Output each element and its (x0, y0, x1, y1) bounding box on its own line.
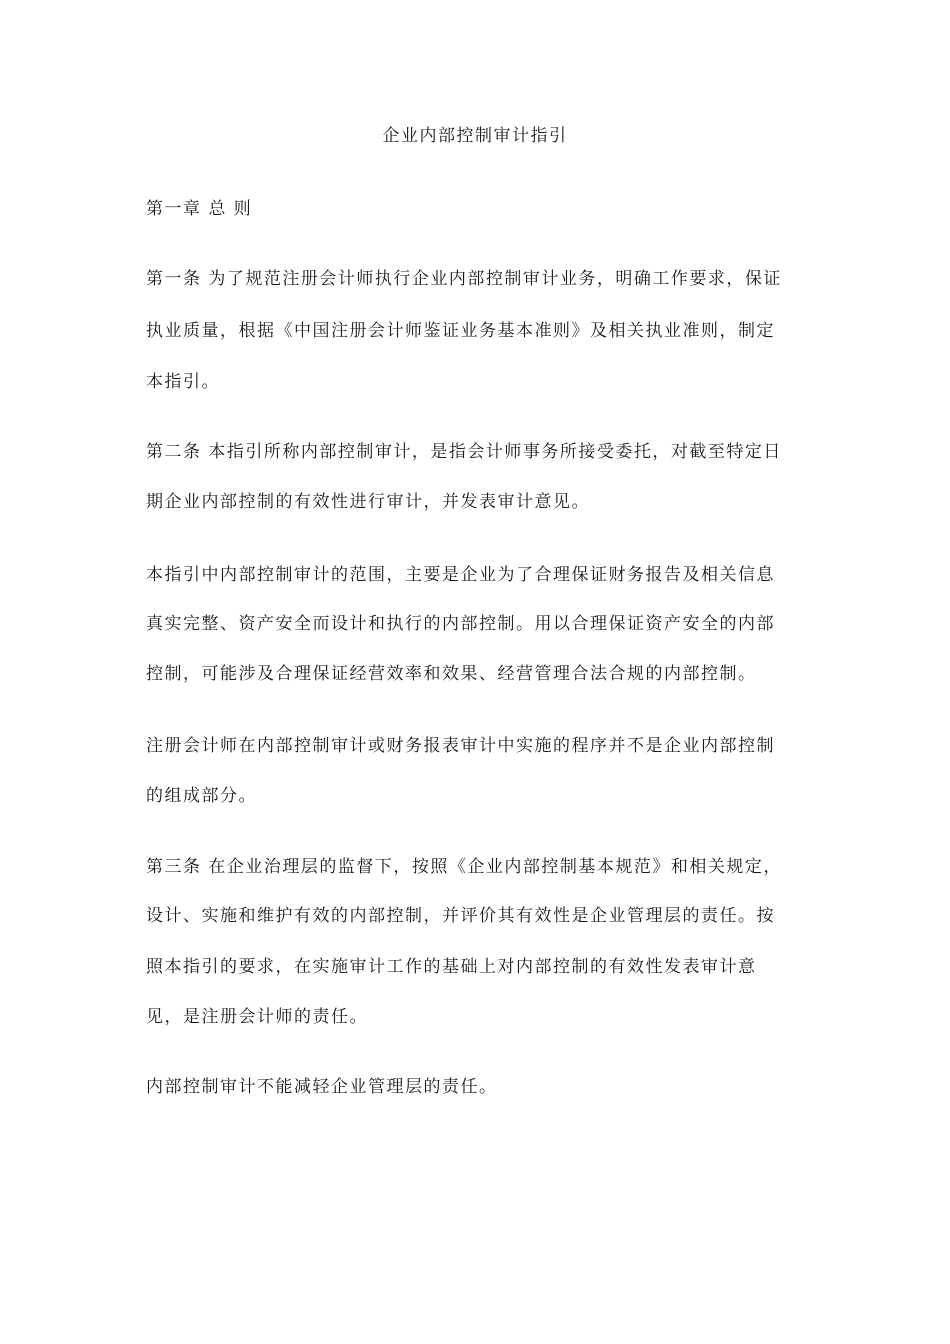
article-3-line: 照本指引的要求，在实施审计工作的基础上对内部控制的有效性发表审计意 (146, 957, 757, 977)
procedures-line: 的组成部分。 (146, 786, 257, 806)
article-1-line: 第一条 为了规范注册会计师执行企业内部控制审计业务，明确工作要求，保证 (146, 269, 782, 289)
scope-line: 真实完整、资产安全而设计和执行的内部控制。用以合理保证资产安全的内部 (146, 614, 775, 634)
document-title: 企业内部控制审计指引 (382, 126, 568, 146)
article-2-line: 第二条 本指引所称内部控制审计，是指会计师事务所接受委托，对截至特定日 (146, 442, 782, 462)
chapter-heading: 第一章 总 则 (146, 199, 253, 219)
scope-line: 控制，可能涉及合理保证经营效率和效果、经营管理合法合规的内部控制。 (146, 664, 757, 684)
article-3-line: 见，是注册会计师的责任。 (146, 1007, 368, 1027)
article-1-line: 本指引。 (146, 372, 220, 392)
article-3-line: 第三条 在企业治理层的监督下，按照《企业内部控制基本规范》和相关规定， (146, 857, 782, 877)
article-2-line: 期企业内部控制的有效性进行审计，并发表审计意见。 (146, 492, 590, 512)
scope-line: 本指引中内部控制审计的范围，主要是企业为了合理保证财务报告及相关信息 (146, 565, 775, 585)
procedures-line: 注册会计师在内部控制审计或财务报表审计中实施的程序并不是企业内部控制 (146, 736, 775, 756)
article-1-line: 执业质量，根据《中国注册会计师鉴证业务基本准则》及相关执业准则，制定 (146, 321, 775, 341)
article-3-line: 设计、实施和维护有效的内部控制，并评价其有效性是企业管理层的责任。按 (146, 906, 775, 926)
responsibility-line: 内部控制审计不能减轻企业管理层的责任。 (146, 1077, 498, 1097)
